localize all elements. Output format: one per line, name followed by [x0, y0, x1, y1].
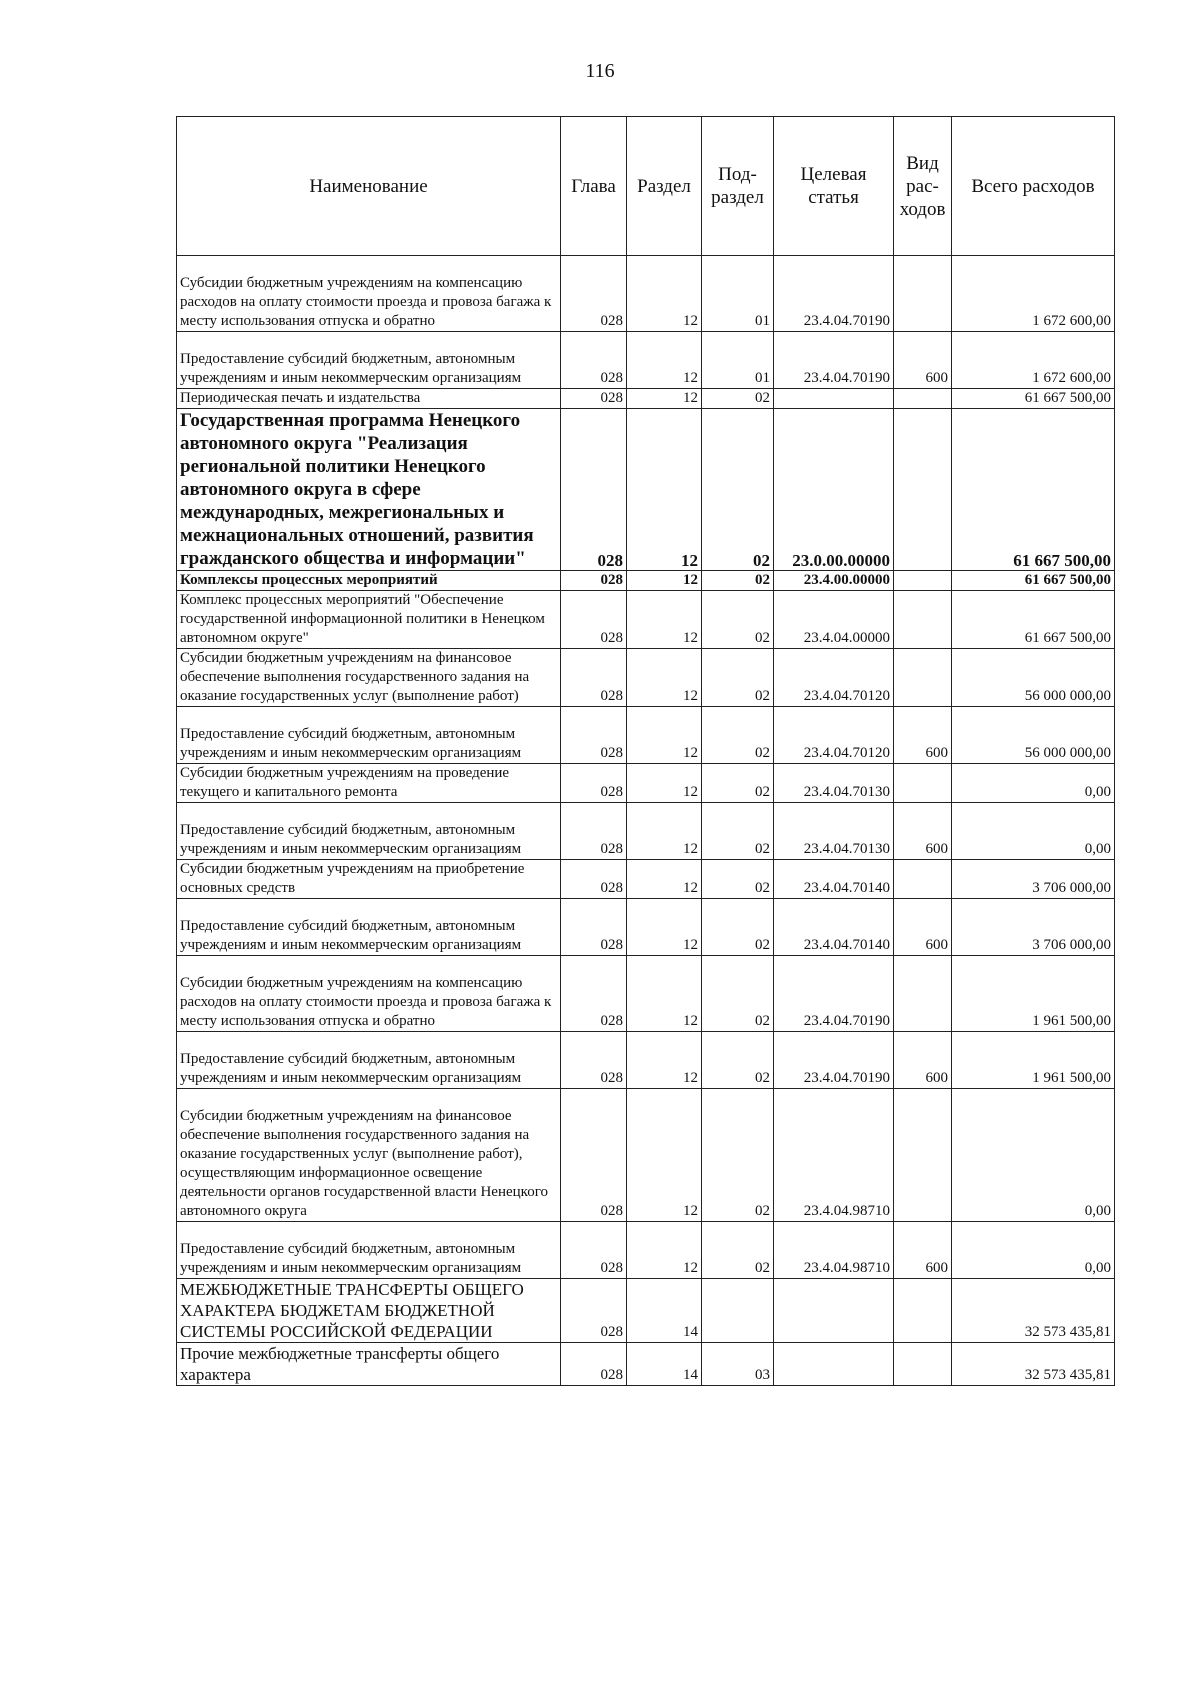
row-total: 1 961 500,00 [952, 956, 1115, 1032]
row-name: Предоставление субсидий бюджетным, автономным учреждениям и иным некоммерческим организациям [177, 332, 561, 389]
row-total: 1 672 600,00 [952, 256, 1115, 332]
table-row [177, 899, 1115, 956]
row-section: 12 [627, 409, 702, 571]
row-chapter: 028 [561, 409, 627, 571]
row-total: 3 706 000,00 [952, 860, 1115, 899]
table-row [177, 1279, 1115, 1343]
row-subsection: 02 [702, 899, 774, 956]
row-chapter: 028 [561, 956, 627, 1032]
row-target: 23.4.04.70190 [774, 332, 894, 389]
row-expense-type: 600 [894, 332, 952, 389]
row-target: 23.4.04.70190 [774, 956, 894, 1032]
row-subsection: 03 [702, 1343, 774, 1386]
row-expense-type [894, 256, 952, 332]
row-target: 23.4.04.70120 [774, 649, 894, 707]
row-subsection: 02 [702, 860, 774, 899]
row-name: Предоставление субсидий бюджетным, автономным учреждениям и иным некоммерческим организациям [177, 803, 561, 860]
table-row [177, 956, 1115, 1032]
row-section: 12 [627, 1222, 702, 1279]
row-subsection: 02 [702, 707, 774, 764]
table-row [177, 591, 1115, 649]
row-chapter: 028 [561, 389, 627, 409]
header-subsection: Под- раздел [702, 117, 774, 256]
row-total: 32 573 435,81 [952, 1343, 1115, 1386]
row-name: Прочие межбюджетные трансферты общего характера [177, 1343, 561, 1386]
row-target: 23.4.04.70130 [774, 764, 894, 803]
row-subsection: 02 [702, 1089, 774, 1222]
row-chapter: 028 [561, 1032, 627, 1089]
row-expense-type [894, 1089, 952, 1222]
row-subsection: 02 [702, 1032, 774, 1089]
row-chapter: 028 [561, 1279, 627, 1343]
row-total: 0,00 [952, 1089, 1115, 1222]
row-chapter: 028 [561, 707, 627, 764]
row-section: 14 [627, 1279, 702, 1343]
row-target: 23.4.04.98710 [774, 1089, 894, 1222]
row-expense-type [894, 649, 952, 707]
row-name: Государственная программа Ненецкого автономного округа "Реализация региональной политики Ненецкого автономного округа в сфере международных, межрегиональных и межнациональных отношений, развития гражданского общества и информации" [177, 409, 561, 571]
row-chapter: 028 [561, 649, 627, 707]
row-expense-type [894, 1343, 952, 1386]
row-target: 23.4.04.00000 [774, 591, 894, 649]
row-total: 61 667 500,00 [952, 591, 1115, 649]
row-section: 12 [627, 571, 702, 591]
row-section: 12 [627, 1089, 702, 1222]
table-row [177, 1089, 1115, 1222]
table-row [177, 332, 1115, 389]
row-name: Субсидии бюджетным учреждениям на компенсацию расходов на оплату стоимости проезда и провоза багажа к месту использования отпуска и обратно [177, 956, 561, 1032]
row-target: 23.4.04.70140 [774, 899, 894, 956]
row-chapter: 028 [561, 571, 627, 591]
row-subsection [702, 1279, 774, 1343]
row-section: 12 [627, 1032, 702, 1089]
header-name: Наименование [177, 117, 561, 256]
row-section: 12 [627, 591, 702, 649]
row-chapter: 028 [561, 591, 627, 649]
row-section: 12 [627, 803, 702, 860]
row-total: 32 573 435,81 [952, 1279, 1115, 1343]
row-target: 23.4.04.70190 [774, 256, 894, 332]
row-subsection: 02 [702, 764, 774, 803]
row-subsection: 02 [702, 649, 774, 707]
row-total: 56 000 000,00 [952, 707, 1115, 764]
header-target: Целевая статья [774, 117, 894, 256]
row-target [774, 389, 894, 409]
header-section: Раздел [627, 117, 702, 256]
row-expense-type [894, 591, 952, 649]
header-expense-type: Вид рас- ходов [894, 117, 952, 256]
row-name: Комплексы процессных мероприятий [177, 571, 561, 591]
table-row [177, 256, 1115, 332]
row-subsection: 01 [702, 332, 774, 389]
row-chapter: 028 [561, 256, 627, 332]
table-row [177, 764, 1115, 803]
row-section: 12 [627, 649, 702, 707]
row-section: 12 [627, 707, 702, 764]
table-row [177, 1032, 1115, 1089]
row-total: 61 667 500,00 [952, 571, 1115, 591]
row-chapter: 028 [561, 803, 627, 860]
row-subsection: 02 [702, 571, 774, 591]
row-name: Субсидии бюджетным учреждениям на компенсацию расходов на оплату стоимости проезда и провоза багажа к месту использования отпуска и обратно [177, 256, 561, 332]
row-target: 23.4.00.00000 [774, 571, 894, 591]
row-name: Периодическая печать и издательства [177, 389, 561, 409]
table-row [177, 389, 1115, 409]
table-row [177, 707, 1115, 764]
row-section: 12 [627, 332, 702, 389]
row-expense-type: 600 [894, 707, 952, 764]
row-name: Субсидии бюджетным учреждениям на финансовое обеспечение выполнения государственного задания на оказание государственных услуг (выполнение работ), осуществляющим информационное освещение деятельности органов государственной власти Ненецкого автономного округа [177, 1089, 561, 1222]
row-target: 23.4.04.70120 [774, 707, 894, 764]
row-section: 12 [627, 860, 702, 899]
row-total: 61 667 500,00 [952, 409, 1115, 571]
row-expense-type [894, 389, 952, 409]
row-total: 3 706 000,00 [952, 899, 1115, 956]
row-target: 23.4.04.70130 [774, 803, 894, 860]
table-row [177, 803, 1115, 860]
row-expense-type [894, 571, 952, 591]
row-subsection: 02 [702, 1222, 774, 1279]
row-total: 1 672 600,00 [952, 332, 1115, 389]
header-chapter: Глава [561, 117, 627, 256]
row-name: Субсидии бюджетным учреждениям на финансовое обеспечение выполнения государственного задания на оказание государственных услуг (выполнение работ) [177, 649, 561, 707]
row-target: 23.4.04.98710 [774, 1222, 894, 1279]
row-name: Предоставление субсидий бюджетным, автономным учреждениям и иным некоммерческим организациям [177, 1222, 561, 1279]
header-row [177, 117, 1115, 256]
row-subsection: 01 [702, 256, 774, 332]
row-section: 12 [627, 389, 702, 409]
row-section: 12 [627, 256, 702, 332]
row-target: 23.0.00.00000 [774, 409, 894, 571]
row-section: 12 [627, 764, 702, 803]
row-total: 56 000 000,00 [952, 649, 1115, 707]
row-expense-type: 600 [894, 1032, 952, 1089]
table-row [177, 860, 1115, 899]
row-expense-type: 600 [894, 899, 952, 956]
row-chapter: 028 [561, 1222, 627, 1279]
row-expense-type: 600 [894, 803, 952, 860]
row-total: 0,00 [952, 1222, 1115, 1279]
row-total: 0,00 [952, 803, 1115, 860]
row-chapter: 028 [561, 1089, 627, 1222]
table-row [177, 1343, 1115, 1386]
row-chapter: 028 [561, 899, 627, 956]
row-name: Субсидии бюджетным учреждениям на приобретение основных средств [177, 860, 561, 899]
row-subsection: 02 [702, 803, 774, 860]
row-target [774, 1279, 894, 1343]
row-name: Предоставление субсидий бюджетным, автономным учреждениям и иным некоммерческим организациям [177, 1032, 561, 1089]
table-row [177, 571, 1115, 591]
table-row [177, 1222, 1115, 1279]
table-row [177, 409, 1115, 571]
row-name: МЕЖБЮДЖЕТНЫЕ ТРАНСФЕРТЫ ОБЩЕГО ХАРАКТЕРА БЮДЖЕТАМ БЮДЖЕТНОЙ СИСТЕМЫ РОССИЙСКОЙ ФЕДЕРАЦИИ [177, 1279, 561, 1343]
row-name: Субсидии бюджетным учреждениям на проведение текущего и капитального ремонта [177, 764, 561, 803]
row-name: Комплекс процессных мероприятий "Обеспечение государственной информационной политики в Ненецком автономном округе" [177, 591, 561, 649]
row-target [774, 1343, 894, 1386]
row-subsection: 02 [702, 591, 774, 649]
row-subsection: 02 [702, 409, 774, 571]
table-body [177, 256, 1115, 1386]
row-chapter: 028 [561, 860, 627, 899]
page-number: 116 [585, 60, 615, 82]
row-expense-type [894, 764, 952, 803]
row-subsection: 02 [702, 389, 774, 409]
row-target: 23.4.04.70190 [774, 1032, 894, 1089]
row-total: 61 667 500,00 [952, 389, 1115, 409]
header-total: Всего расходов [952, 117, 1115, 256]
row-total: 0,00 [952, 764, 1115, 803]
row-expense-type [894, 409, 952, 571]
row-section: 14 [627, 1343, 702, 1386]
row-expense-type [894, 956, 952, 1032]
table-row [177, 649, 1115, 707]
row-section: 12 [627, 956, 702, 1032]
row-target: 23.4.04.70140 [774, 860, 894, 899]
budget-table [176, 116, 1115, 1386]
row-name: Предоставление субсидий бюджетным, автономным учреждениям и иным некоммерческим организациям [177, 899, 561, 956]
row-expense-type: 600 [894, 1222, 952, 1279]
row-section: 12 [627, 899, 702, 956]
row-chapter: 028 [561, 764, 627, 803]
row-expense-type [894, 860, 952, 899]
row-chapter: 028 [561, 332, 627, 389]
row-chapter: 028 [561, 1343, 627, 1386]
row-name: Предоставление субсидий бюджетным, автономным учреждениям и иным некоммерческим организациям [177, 707, 561, 764]
row-subsection: 02 [702, 956, 774, 1032]
row-total: 1 961 500,00 [952, 1032, 1115, 1089]
row-expense-type [894, 1279, 952, 1343]
